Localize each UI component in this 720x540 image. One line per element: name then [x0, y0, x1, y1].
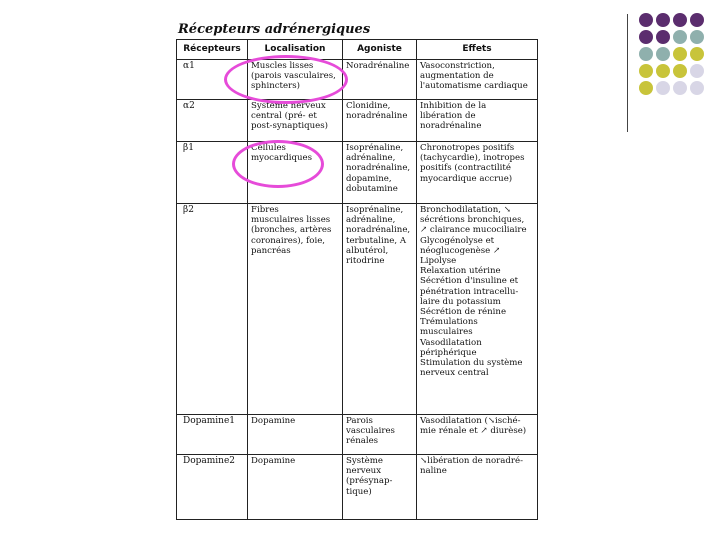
decorative-dot: [673, 81, 687, 95]
decorative-dot: [639, 81, 653, 95]
decorative-dot: [656, 13, 670, 27]
agonist-cell: Isoprénaline, adrénaline, noradrénaline, dopamine, dobutamine: [343, 142, 417, 204]
header-localisation: Localisation: [248, 40, 343, 60]
decorative-dot: [690, 13, 704, 27]
receptor-cell: β1: [177, 142, 248, 204]
decorative-dot: [639, 30, 653, 44]
receptor-cell: Dopamine1: [177, 415, 248, 455]
effects-cell: Vasoconstriction, augmentation de l'automatisme cardiaque: [417, 60, 538, 100]
agonist-cell: Parois vasculaires rénales: [343, 415, 417, 455]
effects-cell: ↘libération de noradré- naline: [417, 455, 538, 520]
table-row: [177, 204, 538, 415]
table-header-row: [177, 40, 538, 60]
table-row: [177, 455, 538, 520]
decorative-dot: [656, 30, 670, 44]
header-effects: Effets: [417, 40, 538, 60]
receptor-cell: α2: [177, 100, 248, 142]
effects-cell: Inhibition de la libération de noradrénaline: [417, 100, 538, 142]
decorative-dot: [690, 30, 704, 44]
highlight-circle-beta1: [232, 140, 324, 188]
decorative-dot: [690, 81, 704, 95]
document-title: Récepteurs adrénergiques: [178, 22, 371, 37]
decorative-dot: [639, 47, 653, 61]
localisation-cell: Cellules myocardiques: [248, 142, 343, 204]
header-receptors: Récepteurs: [177, 40, 248, 60]
effects-cell: Bronchodilatation, ↘ sécrétions bronchiques, ↗ clairance mucociliaire Glycogénolyse et néoglucogenèse ↗ Lipolyse Relaxation utérine Sécrétion d'insuline et pénétration intracellu- laire du potassium Sécrétion de rénine Trémulations musculaires Vasodilatation périphérique Stimulation du système nerveux central: [417, 204, 538, 415]
decorative-dot: [656, 64, 670, 78]
highlight-circle-alpha1: [224, 55, 348, 104]
receptor-cell: β2: [177, 204, 248, 415]
table-row: [177, 142, 538, 204]
adrenergic-receptor-table: [176, 39, 538, 520]
decorative-dot: [673, 13, 687, 27]
effects-cell: Vasodilatation (↘isché- mie rénale et ↗ diurèse): [417, 415, 538, 455]
divider-line: [627, 14, 628, 132]
decorative-dot: [656, 47, 670, 61]
effects-cell: Chronotropes positifs (tachycardie), inotropes positifs (contractilité myocardique accrue): [417, 142, 538, 204]
localisation-cell: Dopamine: [248, 415, 343, 455]
localisation-cell: Système nerveux central (pré- et post-synaptiques): [248, 100, 343, 142]
agonist-cell: Isoprénaline, adrénaline, noradrénaline, terbutaline, A albutérol, ritodrine: [343, 204, 417, 415]
agonist-cell: Système nerveux (présynap- tique): [343, 455, 417, 520]
decorative-dot: [673, 64, 687, 78]
table-row: [177, 100, 538, 142]
decorative-dot: [656, 81, 670, 95]
agonist-cell: Noradrénaline: [343, 60, 417, 100]
header-agonist: Agoniste: [343, 40, 417, 60]
localisation-cell: Muscles lisses (parois vasculaires, sphincters): [248, 60, 343, 100]
decorative-dot: [639, 64, 653, 78]
decorative-dot: [673, 30, 687, 44]
decorative-dot: [673, 47, 687, 61]
localisation-cell: Dopamine: [248, 455, 343, 520]
localisation-cell: Fibres musculaires lisses (bronches, artères coronaires), foie, pancréas: [248, 204, 343, 415]
decorative-dot: [690, 64, 704, 78]
agonist-cell: Clonidine, noradrénaline: [343, 100, 417, 142]
receptor-cell: Dopamine2: [177, 455, 248, 520]
table-row: [177, 415, 538, 455]
decorative-dot: [690, 47, 704, 61]
decorative-dot: [639, 13, 653, 27]
receptor-cell: α1: [177, 60, 248, 100]
